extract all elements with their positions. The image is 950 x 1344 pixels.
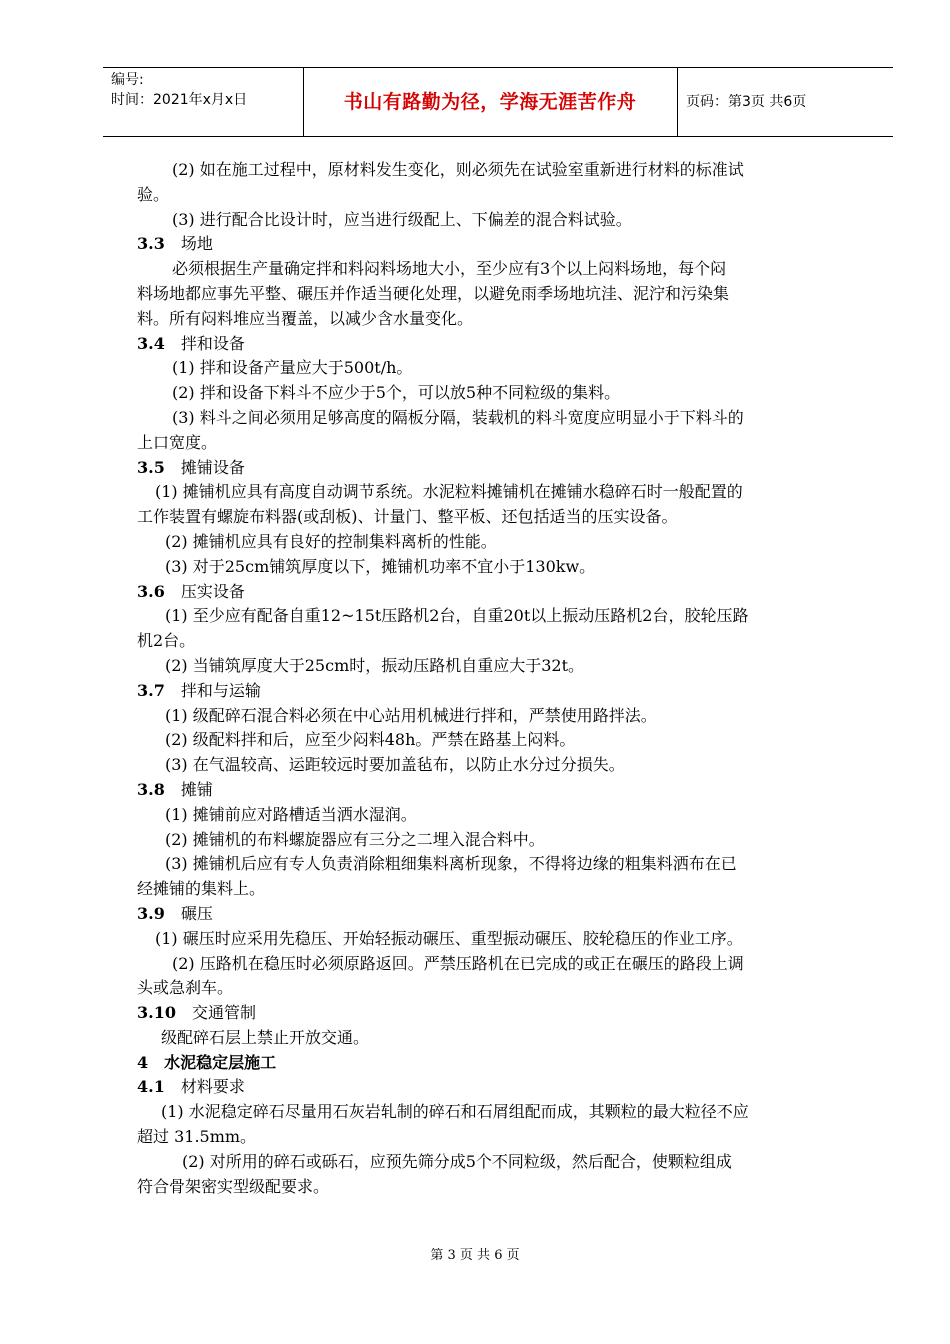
section-number: 3.6 bbox=[137, 581, 165, 601]
section-title: 拌和设备 bbox=[180, 333, 245, 353]
paragraph-line: (1) 至少应有配备自重12~15t压路机2台，自重20t以上振动压路机2台，胶轮压路 bbox=[165, 606, 749, 626]
paragraph-line: (3) 进行配合比设计时，应当进行级配上、下偏差的混合料试验。 bbox=[172, 209, 632, 229]
page-footer: 第 3 页 共 6 页 bbox=[430, 1248, 520, 1263]
section-title: 材料要求 bbox=[180, 1077, 245, 1097]
header-meta-cell bbox=[103, 68, 304, 136]
section-title: 交通管制 bbox=[191, 1003, 256, 1023]
section-title: 压实设备 bbox=[180, 581, 245, 601]
section-heading bbox=[137, 232, 857, 257]
paragraph-line: (2) 级配料拌和后，应至少闷料48h。严禁在路基上闷料。 bbox=[165, 730, 576, 750]
paragraph-line: 验。 bbox=[137, 184, 170, 204]
section-title: 摊铺设备 bbox=[180, 457, 245, 477]
paragraph-line: 级配碎石层上禁止开放交通。 bbox=[161, 1027, 370, 1047]
section-number: 4.1 bbox=[137, 1077, 165, 1097]
chapter-number: 4 bbox=[137, 1052, 149, 1072]
paragraph-line: (2) 拌和设备下料斗不应少于5个，可以放5种不同粒级的集料。 bbox=[172, 383, 621, 403]
section-heading bbox=[137, 1075, 857, 1100]
header-motto-cell bbox=[303, 68, 678, 136]
section-heading bbox=[137, 580, 857, 605]
paragraph-line: (3) 料斗之间必须用足够高度的隔板分隔，装载机的料斗宽度应明显小于下料斗的 bbox=[172, 407, 744, 427]
section-heading bbox=[137, 332, 857, 357]
paragraph-line: (2) 摊铺机的布料螺旋器应有三分之二埋入混合料中。 bbox=[165, 829, 545, 849]
paragraph-line: (1) 摊铺机应具有高度自动调节系统。水泥粒料摊铺机在摊铺水稳碎石时一般配置的 bbox=[155, 482, 743, 502]
section-number: 3.5 bbox=[137, 457, 165, 477]
section-title: 拌和与运输 bbox=[180, 680, 261, 700]
paragraph-line: 料场地都应事先平整、碾压并作适当硬化处理，以避免雨季场地坑洼、泥泞和污染集 bbox=[137, 283, 730, 303]
section-number: 3.7 bbox=[137, 680, 165, 700]
paragraph-line: (3) 摊铺机后应有专人负责消除粗细集料离析现象，不得将边缘的粗集料洒布在已 bbox=[165, 854, 737, 874]
header-page-number: 页码：第3页 共6页 bbox=[686, 94, 807, 110]
section-heading bbox=[137, 679, 857, 704]
section-number: 3.8 bbox=[137, 779, 165, 799]
paragraph-line: (3) 在气温较高、运距较远时要加盖毡布，以防止水分过分损失。 bbox=[165, 755, 625, 775]
section-heading bbox=[137, 456, 857, 481]
paragraph-line: (2) 压路机在稳压时必须原路返回。严禁压路机在已完成的或正在碾压的路段上调 bbox=[172, 953, 744, 973]
paragraph-line: (2) 当铺筑厚度大于25cm时，振动压路机自重应大于32t。 bbox=[165, 655, 585, 675]
section-heading bbox=[137, 778, 857, 803]
paragraph-line: 超过 31.5mm。 bbox=[137, 1127, 257, 1147]
section-number: 3.4 bbox=[137, 333, 165, 353]
chapter-heading bbox=[137, 1051, 857, 1076]
paragraph-line: 料。所有闷料堆应当覆盖，以减少含水量变化。 bbox=[137, 308, 474, 328]
section-title: 碾压 bbox=[180, 903, 213, 923]
paragraph-line: 上口宽度。 bbox=[137, 432, 218, 452]
document-body bbox=[137, 158, 857, 1199]
paragraph-line: (1) 摊铺前应对路槽适当洒水湿润。 bbox=[165, 804, 417, 824]
section-number: 3.9 bbox=[137, 903, 165, 923]
paragraph-line: (1) 级配碎石混合料必须在中心站用机械进行拌和，严禁使用路拌法。 bbox=[165, 705, 657, 725]
section-heading bbox=[137, 1001, 857, 1026]
paragraph-line: (1) 水泥稳定碎石尽量用石灰岩轧制的碎石和石屑组配而成，其颗粒的最大粒径不应 bbox=[161, 1102, 749, 1122]
paragraph-line: (1) 拌和设备产量应大于500t/h。 bbox=[172, 358, 413, 378]
paragraph-line: 符合骨架密实型级配要求。 bbox=[137, 1176, 330, 1196]
paragraph-line: (3) 对于25cm铺筑厚度以下，摊铺机功率不宜小于130kw。 bbox=[165, 556, 596, 576]
serial-label: 编号: bbox=[111, 72, 144, 88]
section-title: 场地 bbox=[180, 234, 213, 254]
paragraph-line: 头或急刹车。 bbox=[137, 978, 234, 998]
paragraph-line: (2) 对所用的碎石或砾石，应预先筛分成5个不同粒级，然后配合，使颗粒组成 bbox=[182, 1151, 732, 1171]
paragraph-line: (2) 摊铺机应具有良好的控制集料离析的性能。 bbox=[165, 531, 497, 551]
paragraph-line: 机2台。 bbox=[137, 631, 196, 651]
paragraph-line: (2) 如在施工过程中，原材料发生变化，则必须先在试验室重新进行材料的标准试 bbox=[172, 160, 744, 179]
header-page-cell bbox=[678, 68, 893, 136]
page-header bbox=[103, 67, 893, 137]
section-heading bbox=[137, 902, 857, 927]
section-title: 摊铺 bbox=[180, 779, 213, 799]
paragraph-line: 工作装置有螺旋布料器(或刮板)、计量门、整平板、还包括适当的压实设备。 bbox=[137, 507, 678, 527]
section-number: 3.10 bbox=[137, 1003, 176, 1023]
paragraph-line: 必须根据生产量确定拌和料闷料场地大小，至少应有3个以上闷料场地，每个闷 bbox=[172, 259, 727, 279]
header-motto: 书山有路勤为径，学海无涯苦作舟 bbox=[343, 91, 637, 113]
chapter-title: 水泥稳定层施工 bbox=[164, 1052, 277, 1072]
time-label: 时间：2021年x月x日 bbox=[111, 92, 248, 108]
paragraph-line: (1) 碾压时应采用先稳压、开始轻振动碾压、重型振动碾压、胶轮稳压的作业工序。 bbox=[155, 928, 743, 948]
section-number: 3.3 bbox=[137, 234, 165, 254]
paragraph-line: 经摊铺的集料上。 bbox=[137, 879, 266, 899]
